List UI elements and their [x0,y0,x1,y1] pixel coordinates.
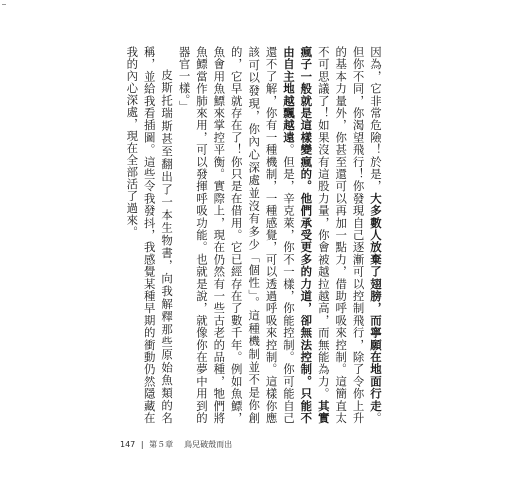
vertical-text-body [123,46,384,424]
chapter-title: 鳥兒破殼而出 [184,440,233,449]
body-text: 。但是，辛克萊，你不一樣，你能控制。你可能自己還不了解，你有一種機制，一種感覺，可以透過呼吸來控制。這樣你應該可以發現，你內心深處並沒有多少「個性」。這種機制並不是你創的，它早就存在了！你只是在借用。它已經存在了數千年。例如魚鰾，魚會用魚鰾來掌控平衡。實際上，現在仍然有一些古老的品種，牠們將魚鰾當作肺來用，可以發揮呼吸功能。也就是說，就像你在夢中用到的器官一樣。」 [177,46,296,425]
emphasized-text: 大多數人放棄了翅膀，而寧願在地面行走 [369,192,383,413]
paragraph [123,46,175,424]
chapter-label: 第５章 [149,440,174,449]
paragraph [175,46,384,424]
page-number: 147 [120,440,136,449]
crop-mark [2,4,6,5]
footer-separator: | [140,440,144,449]
emphasized-text: 其實瘋子一般就是這樣變瘋的。他們承受更多的力道，卻無法控制。只能不由自主地越飄越遠 [281,46,331,425]
page-footer [120,439,232,450]
body-text: 皮斯托瑞斯甚至翻出了一本生物書，向我解釋那些原始魚類的名稱，並給我看插圖。這些令我發抖，我感覺某種早期的衝動仍然隱藏在我的內心深處，現在全部活了過來。 [125,46,175,424]
body-text: 。但你不同，你渴望飛行！你發現自己逐漸可以控制飛行，除了令你上升的基本力量外，你甚至還可以再加一點力，借助呼吸來控制。這簡直太不可思議了！如果沒有這股力量，你會被越拉越高，而無能為力。 [316,46,383,425]
body-text: 因為，它非常危險！於是， [369,46,383,193]
